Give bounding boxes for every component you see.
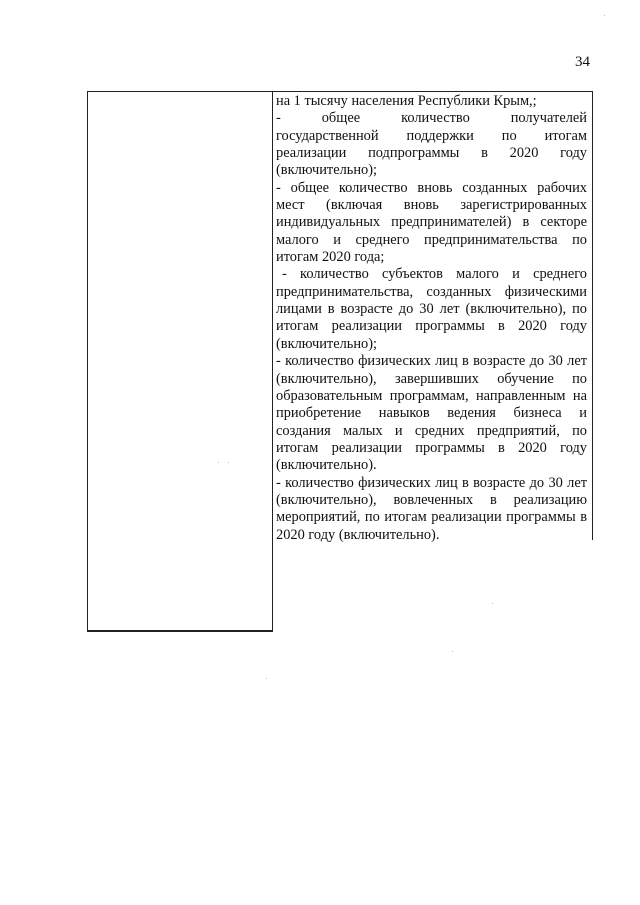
indicator-paragraph: - количество субъектов малого и среднего предпринимательства, созданных физическими лицами в возрасте до 30 лет (включительно), по итогам реализации программы в 2020 году (включительно);	[276, 266, 587, 352]
scan-speck	[228, 462, 229, 463]
indicator-paragraph: - количество физических лиц в возрасте до 30 лет (включительно), завершивших обучение по образовательным программам, направленным на приобретение навыков ведения бизнеса и создания малых и средних предприятий, по итогам реализации программы в 2020 году (включительно).	[276, 353, 587, 474]
indicator-paragraph: - общее количество вновь созданных рабочих мест (включая вновь зарегистрированных индивидуальных предпринимателей) в секторе малого и среднего предпринимательства по итогам 2020 года;	[276, 179, 587, 266]
indicator-list	[276, 93, 587, 544]
scan-speck	[492, 603, 493, 604]
table-left-cell	[87, 91, 273, 632]
indicator-paragraph: - количество физических лиц в возрасте до 30 лет (включительно), вовлеченных в реализацию мероприятий, по итогам реализации программы в 2020 году (включительно).	[276, 474, 587, 543]
table-bottom-border	[87, 630, 273, 631]
scan-speck	[218, 462, 219, 463]
scan-speck	[604, 15, 605, 16]
scan-speck	[266, 678, 267, 679]
indicator-paragraph: на 1 тысячу населения Республики Крым,;	[276, 93, 537, 109]
scan-speck	[452, 651, 453, 652]
indicator-paragraph: - общее количество получателей государственной поддержки по итогам реализации подпрограммы в 2020 году (включительно);	[276, 110, 587, 179]
column-divider	[272, 539, 273, 631]
page-number: 34	[575, 54, 590, 70]
